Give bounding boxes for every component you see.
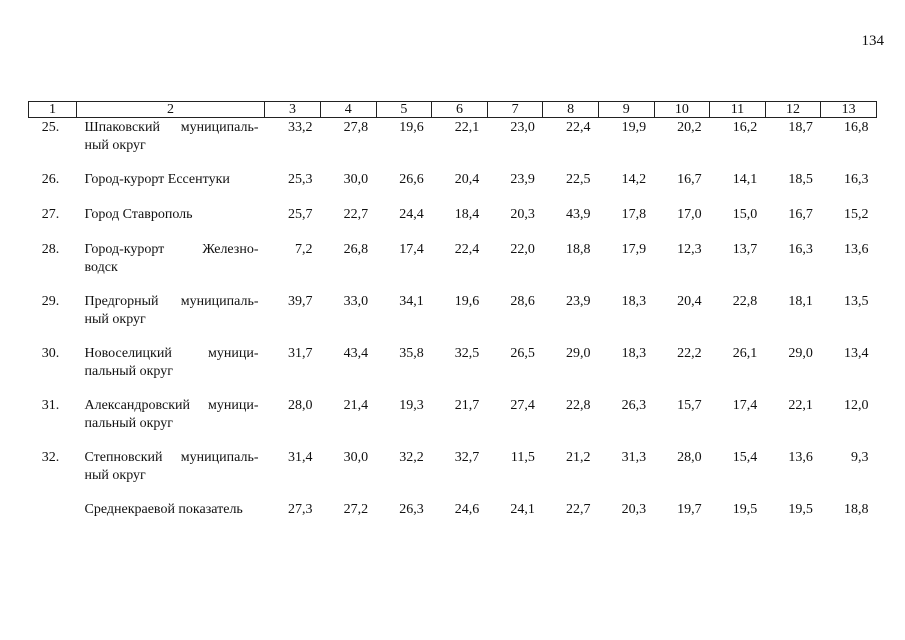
column-number-header: 8 [543, 102, 599, 118]
value-cell: 22,8 [565, 398, 591, 413]
table-row [29, 171, 877, 206]
value-cell: 32,7 [454, 450, 480, 465]
value-cell: 22,7 [565, 502, 591, 517]
value-cell: 19,5 [788, 502, 813, 517]
table-row [29, 501, 877, 536]
page-number: 134 [861, 33, 884, 49]
row-number: 26. [41, 172, 60, 187]
value-cell: 19,3 [399, 398, 424, 413]
district-name-cell [77, 171, 265, 206]
value-cell: 32,5 [454, 346, 480, 361]
district-name-part: муниципаль- [180, 294, 259, 309]
value-cell: 35,8 [399, 346, 424, 361]
value-cell: 17,4 [732, 398, 758, 413]
district-name-cell [77, 293, 265, 345]
value-cell: 24,4 [399, 207, 424, 222]
value-cell: 26,3 [399, 502, 424, 517]
district-name-line2: пальный округ [84, 416, 173, 431]
value-cell: 20,3 [621, 502, 647, 517]
table-row [29, 118, 877, 172]
district-name-part: муници- [208, 398, 259, 413]
district-name-part: Железно- [202, 242, 259, 257]
table-row [29, 449, 877, 501]
value-cell: 19,6 [399, 120, 424, 135]
value-cell: 30,0 [343, 450, 369, 465]
row-number: 30. [41, 346, 60, 361]
district-name-part: Город-курорт [84, 242, 165, 257]
district-name-line1 [85, 397, 259, 415]
district-name-part: муници- [208, 346, 259, 361]
district-name-cell [77, 118, 265, 172]
value-cell: 26,8 [343, 242, 369, 257]
value-cell: 12,3 [677, 242, 702, 257]
district-name-line1 [85, 293, 259, 311]
value-cell: 28,6 [510, 294, 535, 309]
district-name-cell [77, 241, 265, 293]
value-cell: 26,6 [399, 172, 424, 187]
value-cell: 9,3 [850, 450, 869, 465]
value-cell: 26,5 [510, 346, 535, 361]
value-cell: 15,7 [677, 398, 702, 413]
value-cell: 31,4 [288, 450, 313, 465]
column-number-header: 9 [598, 102, 654, 118]
value-cell: 22,4 [454, 242, 480, 257]
district-name-line1 [85, 501, 259, 519]
district-name-line1 [85, 345, 259, 363]
district-name-line2: пальный округ [84, 364, 173, 379]
value-cell: 21,4 [343, 398, 369, 413]
district-name-line2: ный округ [84, 468, 146, 483]
value-cell: 17,0 [677, 207, 702, 222]
value-cell: 18,7 [788, 120, 813, 135]
value-cell: 21,7 [454, 398, 480, 413]
column-number-header: 13 [821, 102, 877, 118]
table-row [29, 345, 877, 397]
value-cell: 27,4 [510, 398, 535, 413]
value-cell: 22,1 [788, 398, 813, 413]
value-cell: 14,2 [621, 172, 647, 187]
district-name-line1 [85, 206, 259, 224]
value-cell: 20,4 [454, 172, 480, 187]
row-number: 31. [41, 398, 60, 413]
value-cell: 34,1 [399, 294, 424, 309]
value-cell: 39,7 [288, 294, 313, 309]
district-name-part: Среднекраевой показатель [84, 502, 243, 517]
value-cell: 22,5 [565, 172, 591, 187]
district-name-line2: ный округ [84, 312, 146, 327]
district-name-part: Степновский [84, 450, 163, 465]
district-name-line1 [85, 119, 259, 137]
value-cell: 26,3 [621, 398, 647, 413]
value-cell: 18,3 [621, 294, 647, 309]
value-cell: 15,4 [732, 450, 758, 465]
district-name-line1 [85, 171, 259, 189]
value-cell: 16,7 [788, 207, 813, 222]
row-number [29, 501, 77, 536]
value-cell: 21,2 [565, 450, 591, 465]
value-cell: 20,3 [510, 207, 535, 222]
value-cell: 22,7 [343, 207, 369, 222]
row-number: 29. [41, 294, 60, 309]
district-name-line2: водск [84, 260, 118, 275]
value-cell: 23,9 [510, 172, 535, 187]
value-cell: 24,6 [454, 502, 480, 517]
value-cell: 19,7 [677, 502, 702, 517]
district-name-line1 [85, 241, 259, 259]
value-cell: 18,3 [621, 346, 647, 361]
value-cell: 18,4 [454, 207, 480, 222]
value-cell: 27,3 [288, 502, 313, 517]
value-cell: 31,3 [621, 450, 647, 465]
table-row [29, 397, 877, 449]
value-cell: 17,9 [621, 242, 647, 257]
value-cell: 13,6 [843, 242, 869, 257]
value-cell: 33,0 [343, 294, 369, 309]
district-name-line1 [85, 449, 259, 467]
value-cell: 19,5 [732, 502, 758, 517]
value-cell: 15,0 [732, 207, 758, 222]
value-cell: 22,4 [565, 120, 591, 135]
district-name-line2: ный округ [84, 138, 146, 153]
value-cell: 18,1 [788, 294, 813, 309]
value-cell: 16,2 [732, 120, 758, 135]
value-cell: 17,8 [621, 207, 647, 222]
table-row [29, 293, 877, 345]
district-name-cell [77, 345, 265, 397]
row-number: 27. [41, 207, 60, 222]
value-cell: 20,2 [677, 120, 702, 135]
value-cell: 16,7 [677, 172, 702, 187]
value-cell: 27,8 [343, 120, 369, 135]
value-cell: 22,1 [454, 120, 480, 135]
row-number: 25. [41, 120, 60, 135]
district-name-part: муниципаль- [180, 450, 259, 465]
data-table [28, 101, 877, 536]
value-cell: 20,4 [677, 294, 702, 309]
value-cell: 32,2 [399, 450, 424, 465]
row-number: 32. [41, 450, 60, 465]
column-number-header: 5 [376, 102, 432, 118]
value-cell: 30,0 [343, 172, 369, 187]
value-cell: 31,7 [288, 346, 313, 361]
district-name-cell [77, 397, 265, 449]
value-cell: 29,0 [565, 346, 591, 361]
value-cell: 28,0 [288, 398, 313, 413]
value-cell: 7,2 [295, 242, 313, 257]
table-row [29, 206, 877, 241]
value-cell: 18,8 [843, 502, 869, 517]
value-cell: 28,0 [677, 450, 702, 465]
value-cell: 22,8 [732, 294, 758, 309]
table-row [29, 241, 877, 293]
district-name-part: Предгорный [84, 294, 159, 309]
value-cell: 13,7 [732, 242, 758, 257]
value-cell: 16,8 [843, 120, 869, 135]
value-cell: 25,7 [288, 207, 313, 222]
column-number-header: 11 [710, 102, 766, 118]
value-cell: 14,1 [732, 172, 758, 187]
value-cell: 17,4 [399, 242, 424, 257]
value-cell: 24,1 [510, 502, 535, 517]
value-cell: 18,8 [565, 242, 591, 257]
column-number-header: 12 [765, 102, 821, 118]
district-name-part: Город Ставрополь [84, 207, 193, 222]
value-cell: 43,9 [565, 207, 591, 222]
column-number-header: 4 [321, 102, 377, 118]
value-cell: 27,2 [343, 502, 369, 517]
value-cell: 22,2 [677, 346, 702, 361]
district-name-part: Город-курорт Ессентуки [84, 172, 230, 187]
value-cell: 29,0 [788, 346, 813, 361]
district-name-cell [77, 206, 265, 241]
value-cell: 23,0 [510, 120, 535, 135]
value-cell: 13,6 [788, 450, 813, 465]
district-name-cell [77, 449, 265, 501]
value-cell: 43,4 [343, 346, 369, 361]
district-name-part: Шпаковский [84, 120, 160, 135]
value-cell: 18,5 [788, 172, 813, 187]
value-cell: 13,5 [843, 294, 869, 309]
column-number-header-row [29, 102, 877, 118]
value-cell: 23,9 [565, 294, 591, 309]
value-cell: 16,3 [843, 172, 869, 187]
value-cell: 19,9 [621, 120, 647, 135]
district-name-part: Александровский [84, 398, 191, 413]
column-number-header: 3 [265, 102, 321, 118]
value-cell: 22,0 [510, 242, 535, 257]
value-cell: 33,2 [288, 120, 313, 135]
district-name-part: Новоселицкий [84, 346, 172, 361]
column-number-header: 1 [29, 102, 77, 118]
value-cell: 12,0 [843, 398, 869, 413]
column-number-header: 7 [487, 102, 543, 118]
value-cell: 15,2 [843, 207, 869, 222]
column-number-header: 10 [654, 102, 710, 118]
column-number-header: 6 [432, 102, 488, 118]
district-name-part: муниципаль- [180, 120, 259, 135]
district-name-cell [77, 501, 265, 536]
value-cell: 11,5 [510, 450, 535, 465]
value-cell: 19,6 [454, 294, 480, 309]
column-number-header: 2 [77, 102, 265, 118]
row-number: 28. [41, 242, 60, 257]
value-cell: 25,3 [288, 172, 313, 187]
value-cell: 13,4 [843, 346, 869, 361]
value-cell: 26,1 [732, 346, 758, 361]
value-cell: 16,3 [788, 242, 813, 257]
